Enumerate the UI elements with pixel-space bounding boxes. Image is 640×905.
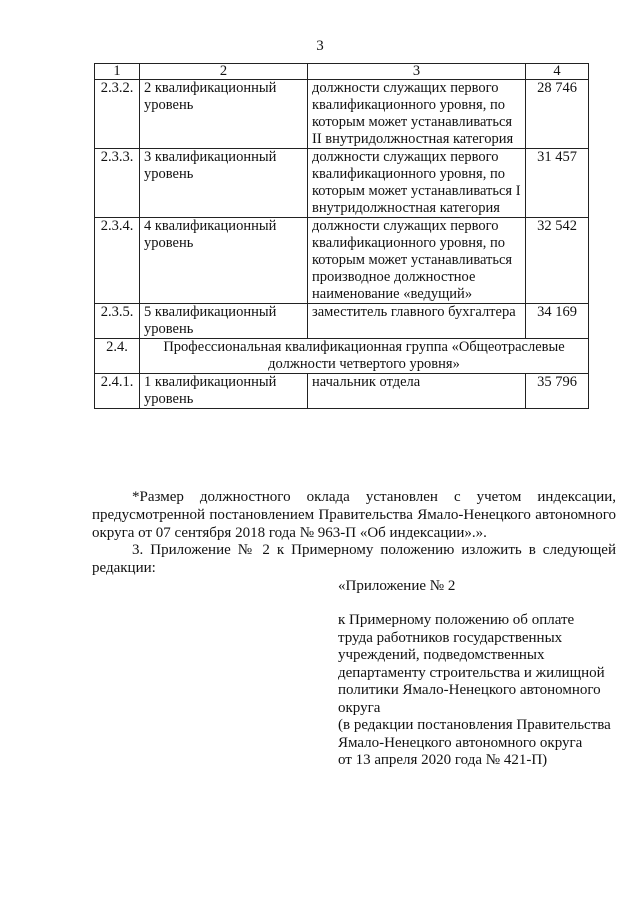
row-positions: должности служащих первого квалификационного уровня, по которым может устанавливаться производное должностное наименование «ведущий»	[308, 218, 526, 304]
row-level: 4 квалификационный уровень	[140, 218, 308, 304]
row-salary: 35 796	[526, 374, 589, 409]
appendix-line: (в редакции постановления Правительства	[338, 717, 611, 733]
appendix-line: к Примерному положению об оплате	[338, 612, 575, 628]
row-code: 2.3.2.	[95, 80, 140, 149]
group-row	[95, 339, 589, 374]
table-header-row	[95, 64, 589, 80]
appendix-line: политики Ямало-Ненецкого автономного	[338, 682, 601, 698]
row-code: 2.3.4.	[95, 218, 140, 304]
row-salary: 32 542	[526, 218, 589, 304]
table-row	[95, 149, 589, 218]
header-cell-2: 2	[140, 64, 308, 80]
table-row	[95, 218, 589, 304]
header-cell-4: 4	[526, 64, 589, 80]
row-positions: заместитель главного бухгалтера	[308, 304, 526, 339]
row-salary: 31 457	[526, 149, 589, 218]
group-code: 2.4.	[95, 339, 140, 374]
header-cell-1: 1	[95, 64, 140, 80]
appendix-line: учреждений, подведомственных	[338, 647, 545, 663]
row-code: 2.3.5.	[95, 304, 140, 339]
row-positions: начальник отдела	[308, 374, 526, 409]
row-positions: должности служащих первого квалификационного уровня, по которым может устанавливаться I внутридолжностная категория	[308, 149, 526, 218]
appendix-line: от 13 апреля 2020 года № 421-П)	[338, 752, 548, 768]
appendix-line: округа	[338, 699, 381, 716]
page-number: 3	[316, 38, 324, 54]
footnote: *Размер должностного оклада установлен с учетом индексации, предусмотренной постановлением Правительства Ямало-Ненецкого автономного округа от 07 сентября 2018 года № 963-П «Об индексации».».	[92, 489, 616, 541]
paragraph-3: 3. Приложение № 2 к Примерному положению изложить в следующей редакции:	[92, 542, 616, 576]
group-title: Профессиональная квалификационная группа «Общеотраслевые должности четвертого уровня»	[140, 339, 589, 374]
row-positions: должности служащих первого квалификационного уровня, по которым может устанавливаться II внутридолжностная категория	[308, 80, 526, 149]
table-row	[95, 80, 589, 149]
table-row	[95, 374, 589, 409]
row-code: 2.3.3.	[95, 149, 140, 218]
row-salary: 34 169	[526, 304, 589, 339]
appendix-line: департаменту строительства и жилищной	[338, 664, 605, 681]
appendix-title: «Приложение № 2	[338, 578, 456, 594]
row-level: 2 квалификационный уровень	[140, 80, 308, 149]
row-salary: 28 746	[526, 80, 589, 149]
appendix-line: Ямало-Ненецкого автономного округа	[338, 734, 583, 751]
row-level: 1 квалификационный уровень	[140, 374, 308, 409]
appendix-line: труда работников государственных	[338, 629, 563, 646]
row-level: 5 квалификационный уровень	[140, 304, 308, 339]
header-cell-3: 3	[308, 64, 526, 80]
salary-table	[94, 63, 589, 409]
row-code: 2.4.1.	[95, 374, 140, 409]
row-level: 3 квалификационный уровень	[140, 149, 308, 218]
appendix-caption	[338, 612, 628, 770]
table-row	[95, 304, 589, 339]
